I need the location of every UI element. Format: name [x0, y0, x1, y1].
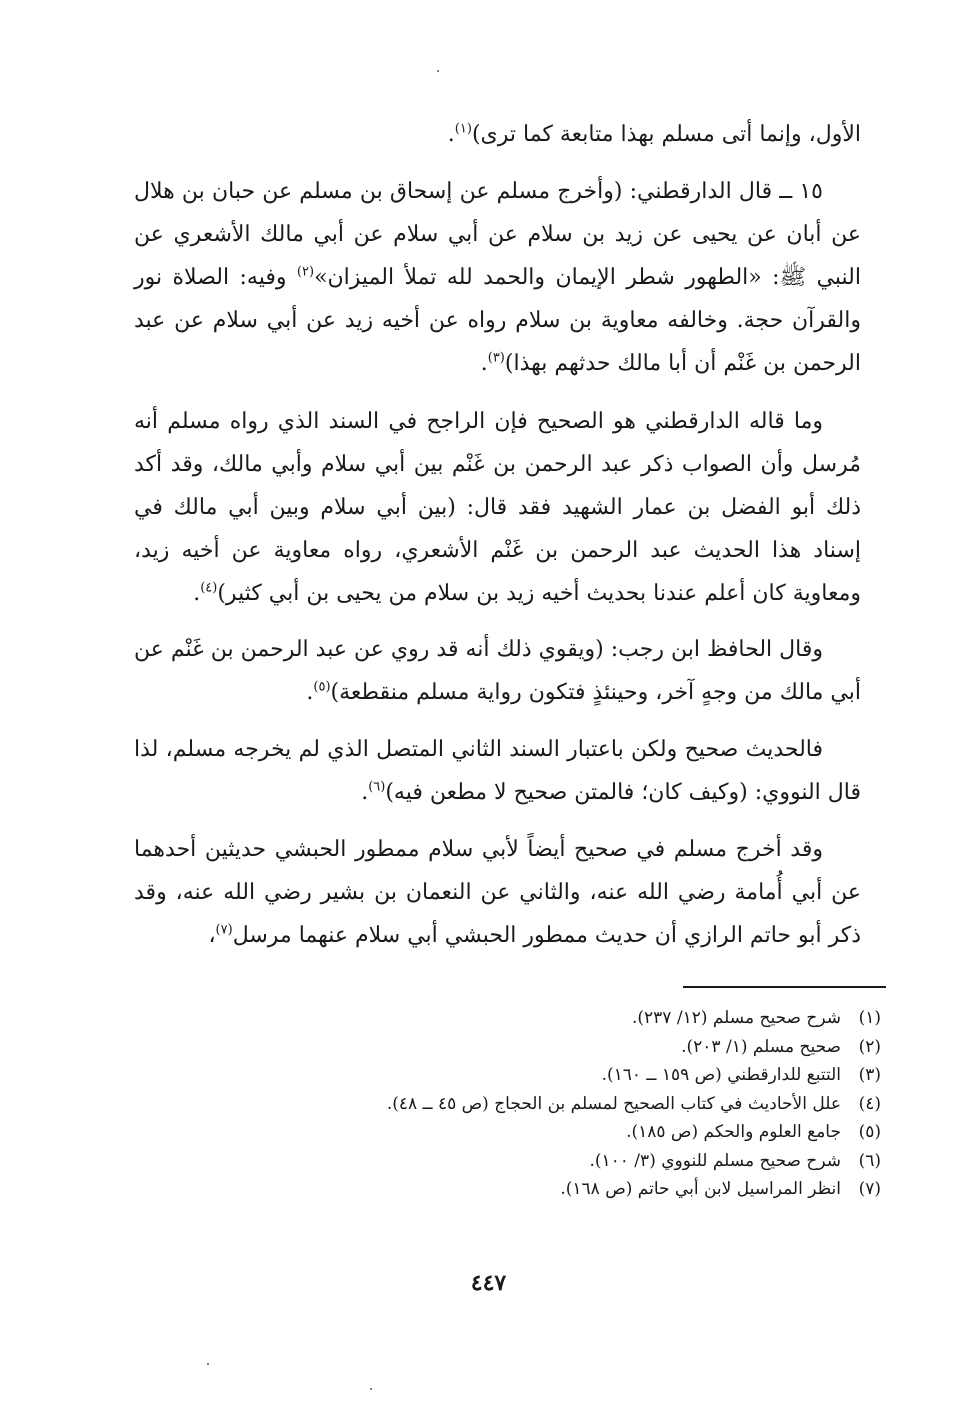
- paragraph-end: ،: [208, 923, 216, 948]
- footnote-number: (٧): [858, 1179, 881, 1199]
- paragraph-end: .: [447, 122, 455, 147]
- footnote-ref: (٣): [487, 350, 505, 366]
- footnote-number: (١): [858, 1008, 881, 1028]
- footnote-number: (٤): [858, 1093, 881, 1114]
- paragraph-5: [134, 728, 861, 814]
- scan-speck: [437, 70, 439, 72]
- footnote-ref: (٤): [200, 580, 218, 596]
- footnote-text: شرح صحيح مسلم (١٢/ ٢٣٧).: [631, 1008, 841, 1028]
- footnote-separator: [683, 986, 886, 988]
- paragraph-end: .: [480, 351, 488, 376]
- footnote-ref: (١): [454, 121, 472, 137]
- paragraph-text: وقد أخرج مسلم في صحيح أيضاً لأبي سلام ممطور الحبشي حديثين أحدهما عن أبي أُمامة رضي الله عنه، والثاني عن النعمان بن بشير رضي الله عنه، وقد ذكر أبو حاتم الرازي أن حديث ممطور الحبشي أبي سلام عنهما مرسل: [134, 837, 861, 948]
- footnote-ref: (٧): [215, 922, 233, 938]
- paragraph-text: فالحديث صحيح ولكن باعتبار السند الثاني المتصل الذي لم يخرجه مسلم، لذا قال النووي: (وكيف كان؛ فالمتن صحيح لا مطعن فيه): [134, 737, 861, 805]
- footnote-item: [181, 1118, 881, 1147]
- footnote-ref: (٦): [368, 779, 386, 795]
- footnote-text: انظر المراسيل لابن أبي حاتم (ص ١٦٨).: [560, 1179, 841, 1199]
- footnote-item: [181, 1147, 881, 1176]
- footnote-item: [181, 1004, 881, 1033]
- footnote-number: (٢): [858, 1036, 881, 1057]
- paragraph-end: .: [306, 680, 314, 705]
- paragraph-text: وقال الحافظ ابن رجب: (ويقوي ذلك أنه قد روي عن عبد الرحمن بن غَنْم عن أبي مالك من وجهٍ آخر، وحينئذٍ فتكون رواية مسلم منقطعة): [134, 637, 861, 705]
- paragraph-text-continued: وفيه: الصلاة نور والقرآن حجة. وخالفه معاوية بن سلام رواه عن أخيه زيد عن أبي سلام عن عبد الرحمن بن غَنْم أن أبا مالك حدثهم بهذا): [134, 265, 861, 376]
- footnote-ref: (٢): [296, 264, 315, 280]
- footnote-item: [181, 1090, 881, 1119]
- paragraph-4: [134, 628, 861, 714]
- footnote-item: [181, 1061, 881, 1090]
- footnotes-list: [181, 1004, 881, 1204]
- paragraph-2: [134, 170, 861, 385]
- scan-speck: [207, 1363, 209, 1365]
- footnote-item: [181, 1033, 881, 1062]
- footnote-text: صحيح مسلم (١/ ٢٠٣).: [681, 1036, 841, 1057]
- paragraph-text: الأول، وإنما أتى مسلم بهذا متابعة كما ترى): [471, 122, 861, 147]
- footnote-text: شرح صحيح مسلم للنووي (٣/ ١٠٠).: [589, 1150, 841, 1171]
- page-number: ٤٤٧: [470, 1270, 507, 1296]
- footnote-item: [181, 1175, 881, 1204]
- paragraph-end: .: [361, 780, 369, 805]
- footnote-number: (٦): [858, 1150, 881, 1171]
- paragraph-text: ١٥ ــ قال الدارقطني: (وأخرج مسلم عن إسحاق بن مسلم عن حبان بن هلال عن أبان عن يحيى عن زيد بن سلام عن أبي سلام عن أبي مالك الأشعري عن النبي ﷺ: «الطهور شطر الإيمان والحمد لله تملأ الميزان»: [134, 179, 861, 290]
- paragraph-text: وما قاله الدارقطني هو الصحيح فإن الراجح في السند الذي رواه مسلم أنه مُرسل وأن الصواب ذكر عبد الرحمن بن غَنْم بين أبي سلام وأبي مالك، وقد أكد ذلك أبو الفضل بن عمار الشهيد فقد قال: (بين أبي سلام وبين أبي مالك في إسناد هذا الحديث عبد الرحمن بن غَنْم الأشعري، رواه معاوية عن أخيه زيد، ومعاوية كان أعلم عندنا بحديث أخيه زيد بن سلام من يحيى بن أبي كثير): [134, 409, 861, 606]
- paragraph-end: .: [193, 581, 201, 606]
- footnote-number: (٥): [858, 1122, 881, 1142]
- footnote-ref: (٥): [313, 679, 331, 695]
- paragraph-6: [134, 828, 861, 957]
- footnote-text: جامع العلوم والحكم (ص ١٨٥).: [626, 1122, 841, 1142]
- paragraph-1: [134, 113, 861, 156]
- scan-speck: [370, 1388, 372, 1390]
- footnote-text: التتبع للدارقطني (ص ١٥٩ ــ ١٦٠).: [601, 1065, 841, 1085]
- footnote-text: علل الأحاديث في كتاب الصحيح لمسلم بن الحجاج (ص ٤٥ ــ ٤٨).: [386, 1093, 841, 1114]
- footnote-number: (٣): [858, 1065, 881, 1085]
- paragraph-3: [134, 400, 861, 615]
